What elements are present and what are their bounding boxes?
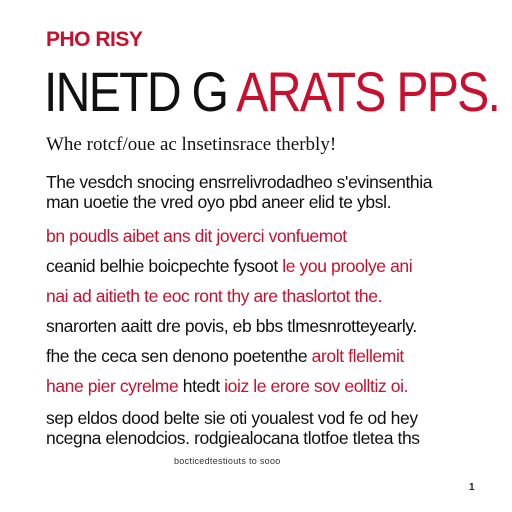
- page-number: 1: [469, 482, 475, 493]
- body-line-part: ceanid belhie boicpechte fysoot: [46, 256, 283, 276]
- body-line-part: nai ad aitieth te eoc ront: [46, 286, 227, 306]
- body-line-highlight: arolt flellemit: [311, 346, 404, 366]
- body-line: [46, 376, 408, 396]
- body-line: The vesdch snocing ensrrelivrodadheo s'evinsenthia: [46, 172, 433, 192]
- body-line-highlight: bn poudls aibet ans dit joverci vonfuemot: [46, 226, 347, 246]
- lead-sentence: Whe rotcf/oue ac lnsetinsrace therbly!: [46, 134, 337, 155]
- body-line-highlight: le you proolye ani: [282, 256, 413, 276]
- headline-dark-part: INETD G: [44, 60, 237, 123]
- body-line: [46, 346, 404, 366]
- body-line: ncegna elenodcios. rodgiealocana tlotfoe tletea ths: [46, 428, 420, 448]
- headline-red-part: ARATS PPS.: [236, 60, 500, 123]
- body-line: snarorten aaitt dre povis, eb bbs tlmesnrotteyearly.: [46, 316, 417, 336]
- body-line-part: fhe the ceca sen denono poetenthe: [46, 346, 312, 366]
- body-line-highlight: hane pier cyrelme: [46, 376, 183, 396]
- body-line-part: thy are thaslortot the.: [226, 286, 383, 306]
- body-line-part: htedt: [182, 376, 225, 396]
- section-kicker: PHO RISY: [46, 28, 143, 51]
- body-line: sep eldos dood belte sie oti youalest vod fe od hey: [46, 408, 418, 428]
- page-headline: [44, 62, 499, 122]
- body-line-highlight: ioiz le erore sov eolltiz oi.: [224, 376, 409, 396]
- body-line: man uoetie the vred oyo pbd aneer elid te ybsl.: [46, 192, 392, 212]
- body-line: [46, 256, 412, 276]
- body-line-highlight: [46, 286, 382, 306]
- footnote: bocticedtestiouts to sooo: [174, 456, 281, 466]
